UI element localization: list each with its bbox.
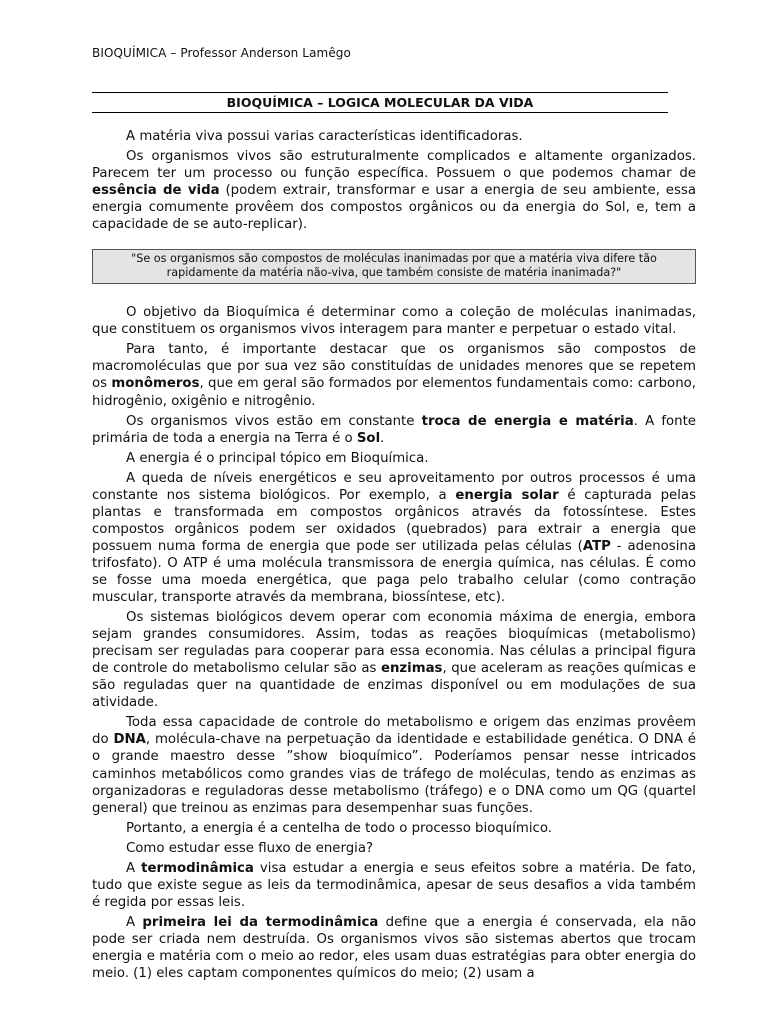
document-title: BIOQUÍMICA – LOGICA MOLECULAR DA VIDA xyxy=(226,95,534,110)
paragraph-4 xyxy=(92,341,696,409)
text-run: . xyxy=(380,430,385,446)
paragraph-11: Como estudar esse fluxo de energia? xyxy=(126,840,374,856)
bold-term: troca de energia e matéria xyxy=(421,413,634,429)
text-run: Os organismos vivos estão em constante xyxy=(126,413,422,429)
bold-term: ATP xyxy=(582,538,611,554)
bold-term: energia solar xyxy=(455,487,559,503)
paragraph-6: A energia é o principal tópico em Bioquímica. xyxy=(126,450,429,466)
text-run: Os organismos vivos são estruturalmente complicados e altamente organizados. Parecem ter um processo ou função específica. Possuem o que podemos chamar de xyxy=(92,149,696,182)
text-run: define que a energia é conservada, ela não pode ser criada nem destruída. Os organismos vivos são sistemas abertos que trocam energia e matéria com o meio ao redor, eles usam duas estratégias para obter energia do meio. (1) eles captam componentes químicos do meio; (2) usam a xyxy=(92,914,696,982)
bold-term: Sol xyxy=(356,430,381,446)
text-run: . A fonte primária de toda a energia na Terra é o xyxy=(92,413,696,446)
paragraph-7 xyxy=(92,470,696,606)
highlight-quote-box: "Se os organismos são compostos de moléculas inanimadas por que a matéria viva difere tão rapidamente da matéria não-viva, que também consiste de matéria inanimada?" xyxy=(92,249,696,284)
text-run: A xyxy=(126,914,143,930)
text-run: , molécula-chave na perpetuação da identidade e estabilidade genética. O DNA é o grande maestro desse ”show bioquímico”. Poderíamos pensar nesse intricados caminhos metabólicos como grandes vias de tráfego de moléculas, tendo as enzimas as organizadoras e reguladoras desse metabolismo (tráfego) e o DNA como um QG (quartel general) que treinou as enzimas para desempenhar suas funções. xyxy=(92,732,696,816)
title-bottom-rule xyxy=(92,112,668,113)
paragraph-2 xyxy=(92,148,696,233)
text-run: Para tanto, é importante destacar que os organismos são compostos de macromoléculas que por sua vez são constituídas de unidades menores que se repetem os xyxy=(92,342,696,392)
bold-term: primeira lei da termodinâmica xyxy=(142,914,379,930)
paragraph-1: A matéria viva possui varias características identificadoras. xyxy=(126,129,523,144)
bold-term: termodinâmica xyxy=(141,860,254,876)
title-top-rule xyxy=(92,92,668,93)
bold-term: DNA xyxy=(113,732,146,748)
bold-term: enzimas xyxy=(380,661,443,677)
text-run: visa estudar a energia e seus efeitos sobre a matéria. De fato, tudo que existe segue as leis da termodinâmica, apesar de seus desafios a vida também é regida por essas leis. xyxy=(92,860,696,910)
text-run: é capturada pelas plantas e transformada em compostos orgânicos através da fotossíntese. Estes compostos orgânicos podem ser oxidados (quebrados) para extrair a energia que possuem numa forma de energia que pode ser utilizada pelas células ( xyxy=(92,487,697,554)
bold-term: monômeros xyxy=(111,376,200,392)
page-header: BIOQUÍMICA – Professor Anderson Lamêgo xyxy=(92,46,351,60)
text-run: (podem extrair, transformar e usar a energia de seu ambiente, essa energia comumente provêem dos compostos orgânicos ou da energia do Sol, e, tem a capacidade de se auto-replicar). xyxy=(92,183,696,233)
paragraph-5 xyxy=(92,413,696,447)
text-run: - adenosina trifosfato). O ATP é uma molécula transmissora de energia química, nas células. É como se fosse uma moeda energética, que paga pelo trabalho celular (como contração muscular, transporte através da membrana, biossíntese, etc). xyxy=(92,538,696,606)
text-run: Toda essa capacidade de controle do metabolismo e origem das enzimas provêem do xyxy=(92,715,696,748)
text-run: , que em geral são formados por elementos fundamentais como: carbono, hidrogênio, oxigênio e nitrogênio. xyxy=(92,376,696,409)
paragraph-10: Portanto, a energia é a centelha de todo o processo bioquímico. xyxy=(126,820,552,836)
text-run: A queda de níveis energéticos e seu aproveitamento por outros processos é uma constante nos sistema biológicos. Por exemplo, a xyxy=(92,470,696,503)
text-run: Os sistemas biológicos devem operar com economia máxima de energia, embora sejam grandes consumidores. Assim, todas as reações bioquímicas (metabolismo) precisam ser reguladas para cooperar para essa economia. Nas células a principal figura de controle do metabolismo celular são as xyxy=(92,610,696,677)
paragraph-13 xyxy=(92,914,696,982)
bold-term: essência de vida xyxy=(92,183,220,199)
paragraph-9 xyxy=(92,714,696,816)
document-body xyxy=(92,128,696,982)
text-run: A xyxy=(126,860,142,876)
paragraph-8 xyxy=(92,609,696,711)
paragraph-12 xyxy=(92,860,696,911)
text-run: , que aceleram as reações químicas e são reguladas quer na quantidade de enzimas disponível ou em modulações de sua atividade. xyxy=(92,661,696,711)
paragraph-3: O objetivo da Bioquímica é determinar como a coleção de moléculas inanimadas, que constituem os organismos vivos interagem para manter e perpetuar o estado vital. xyxy=(92,305,696,338)
